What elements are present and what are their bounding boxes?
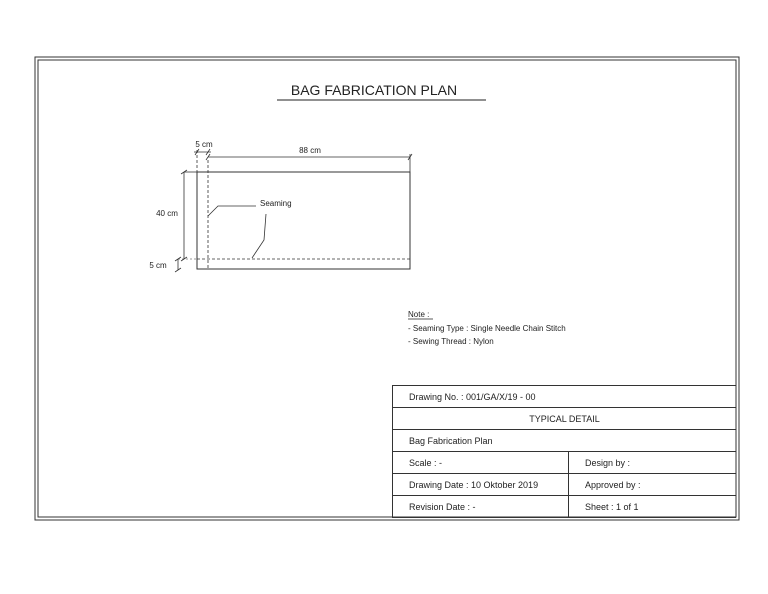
design-by-field: Design by : — [585, 457, 631, 468]
dim-label-top-length: 88 cm — [299, 146, 321, 155]
title-block-row — [393, 430, 736, 452]
title-block-row — [393, 386, 736, 408]
drawing-name: Bag Fabrication Plan — [409, 435, 493, 446]
callout-leader-upper — [208, 206, 256, 216]
scale-field: Scale : - — [393, 452, 569, 473]
title-block-row — [393, 408, 736, 430]
drawing-date-field: Drawing Date : 10 Oktober 2019 — [393, 474, 569, 495]
dim-label-left-height: 40 cm — [156, 209, 178, 218]
dim-label-top-small: 5 cm — [195, 140, 213, 149]
title-block — [392, 385, 736, 518]
sheet-field: Sheet : 1 of 1 — [585, 501, 639, 512]
bag-outline — [197, 172, 410, 269]
drawing-number: Drawing No. : 001/GA/X/19 - 00 — [409, 391, 536, 402]
revision-date-field: Revision Date : - — [393, 496, 569, 517]
callout-label-seaming: Seaming — [260, 199, 292, 208]
callout-leader-lower — [252, 214, 266, 258]
title-block-row — [393, 474, 736, 496]
dim-label-left-small: 5 cm — [149, 261, 167, 270]
note-heading: Note : — [408, 310, 430, 319]
note-line: - Seaming Type : Single Needle Chain Stitch — [408, 324, 566, 333]
page-title: BAG FABRICATION PLAN — [290, 82, 458, 98]
title-block-row — [393, 452, 736, 474]
title-block-row — [393, 496, 736, 518]
approved-by-field: Approved by : — [585, 479, 641, 490]
note-line: - Sewing Thread : Nylon — [408, 337, 494, 346]
detail-label: TYPICAL DETAIL — [529, 413, 600, 424]
